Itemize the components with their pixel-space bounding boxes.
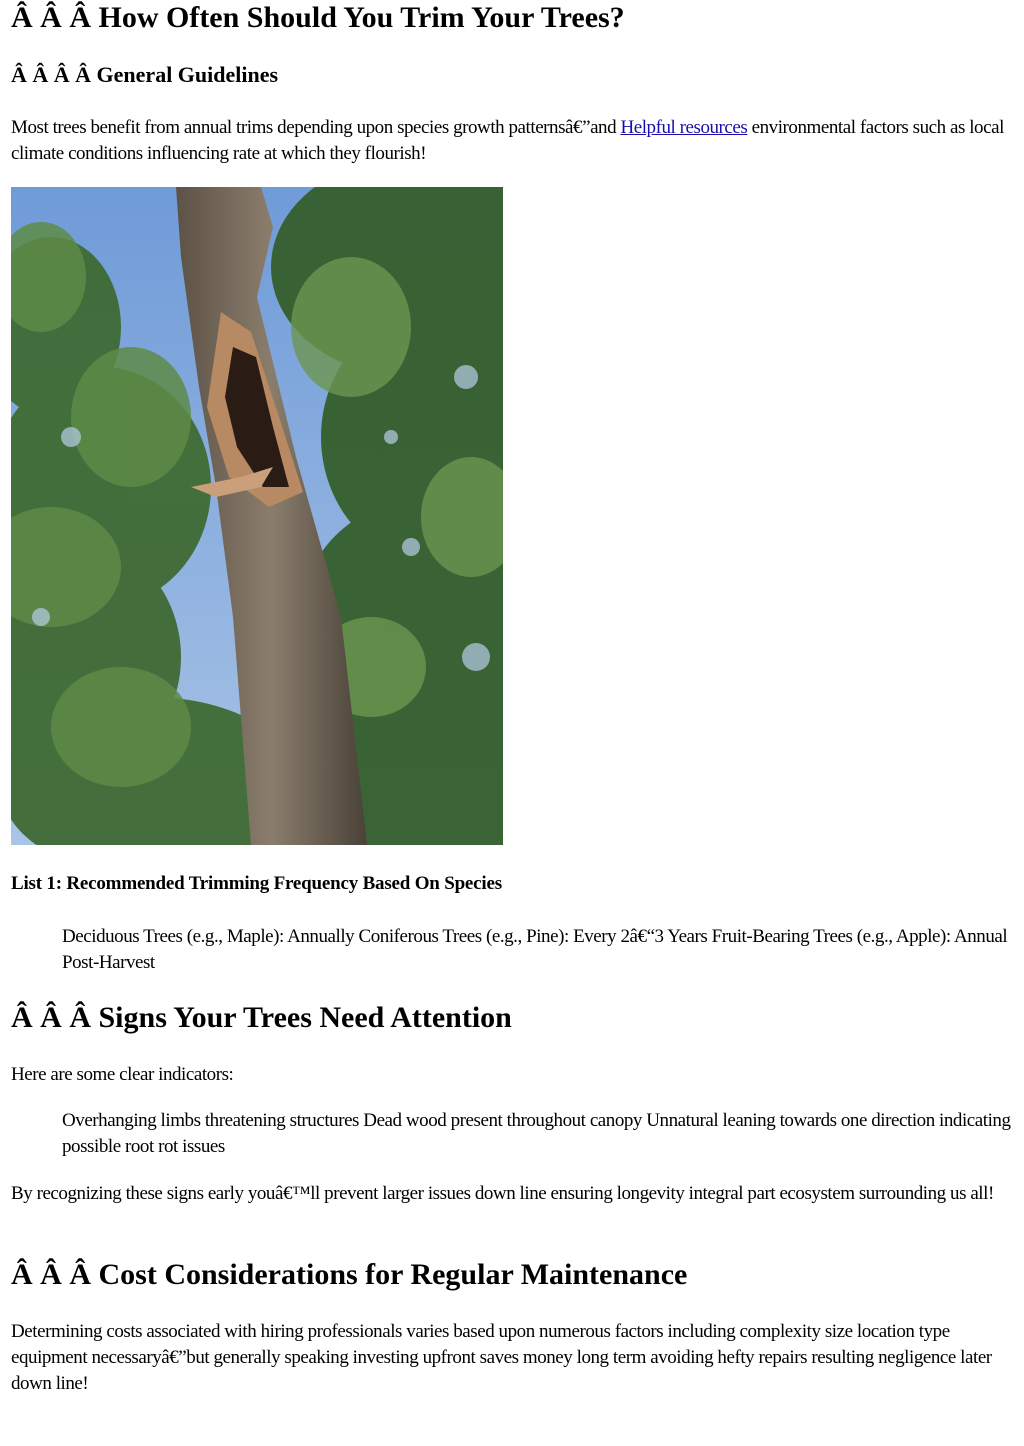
cost-paragraph: Determining costs associated with hiring professionals varies based upon numerous factors including complexity size location type equipment necessaryâ€”but generally speaking investing upfront saves money long term avoiding hefty repairs resulting negligence later down line! bbox=[11, 1321, 992, 1394]
signs-closing: By recognizing these signs early youâ€™ll prevent larger issues down line ensuring longevity integral part ecosystem surrounding us all! bbox=[11, 1183, 994, 1204]
species-frequency-list: Deciduous Trees (e.g., Maple): Annually Coniferous Trees (e.g., Pine): Every 2â€“3 Years Fruit-Bearing Trees (e.g., Apple): Annual Post-Harvest bbox=[62, 926, 1008, 973]
general-guidelines-paragraph bbox=[11, 115, 1015, 167]
list-1-caption: List 1: Recommended Trimming Frequency Based On Species bbox=[11, 873, 502, 894]
general-text-before: Most trees benefit from annual trims depending upon species growth patternsâ€”and bbox=[11, 117, 621, 138]
signs-heading: Â Â Â Signs Your Trees Need Attention bbox=[11, 1001, 512, 1034]
page-title: Â Â Â How Often Should You Trim Your Trees? bbox=[11, 1, 625, 34]
signs-list: Overhanging limbs threatening structures Dead wood present throughout canopy Unnatural leaning towards one direction indicating possible root rot issues bbox=[62, 1110, 1011, 1157]
general-text-after: environmental factors such as local climate conditions influencing rate at which they flourish! bbox=[11, 117, 1004, 164]
cost-heading: Â Â Â Cost Considerations for Regular Maintenance bbox=[11, 1258, 688, 1291]
tree-photo bbox=[11, 187, 503, 845]
signs-intro: Here are some clear indicators: bbox=[11, 1064, 234, 1085]
helpful-resources-link[interactable]: Helpful resources bbox=[620, 117, 748, 138]
tree-photo-image bbox=[11, 187, 503, 845]
general-guidelines-heading: Â Â Â Â General Guidelines bbox=[11, 62, 279, 87]
